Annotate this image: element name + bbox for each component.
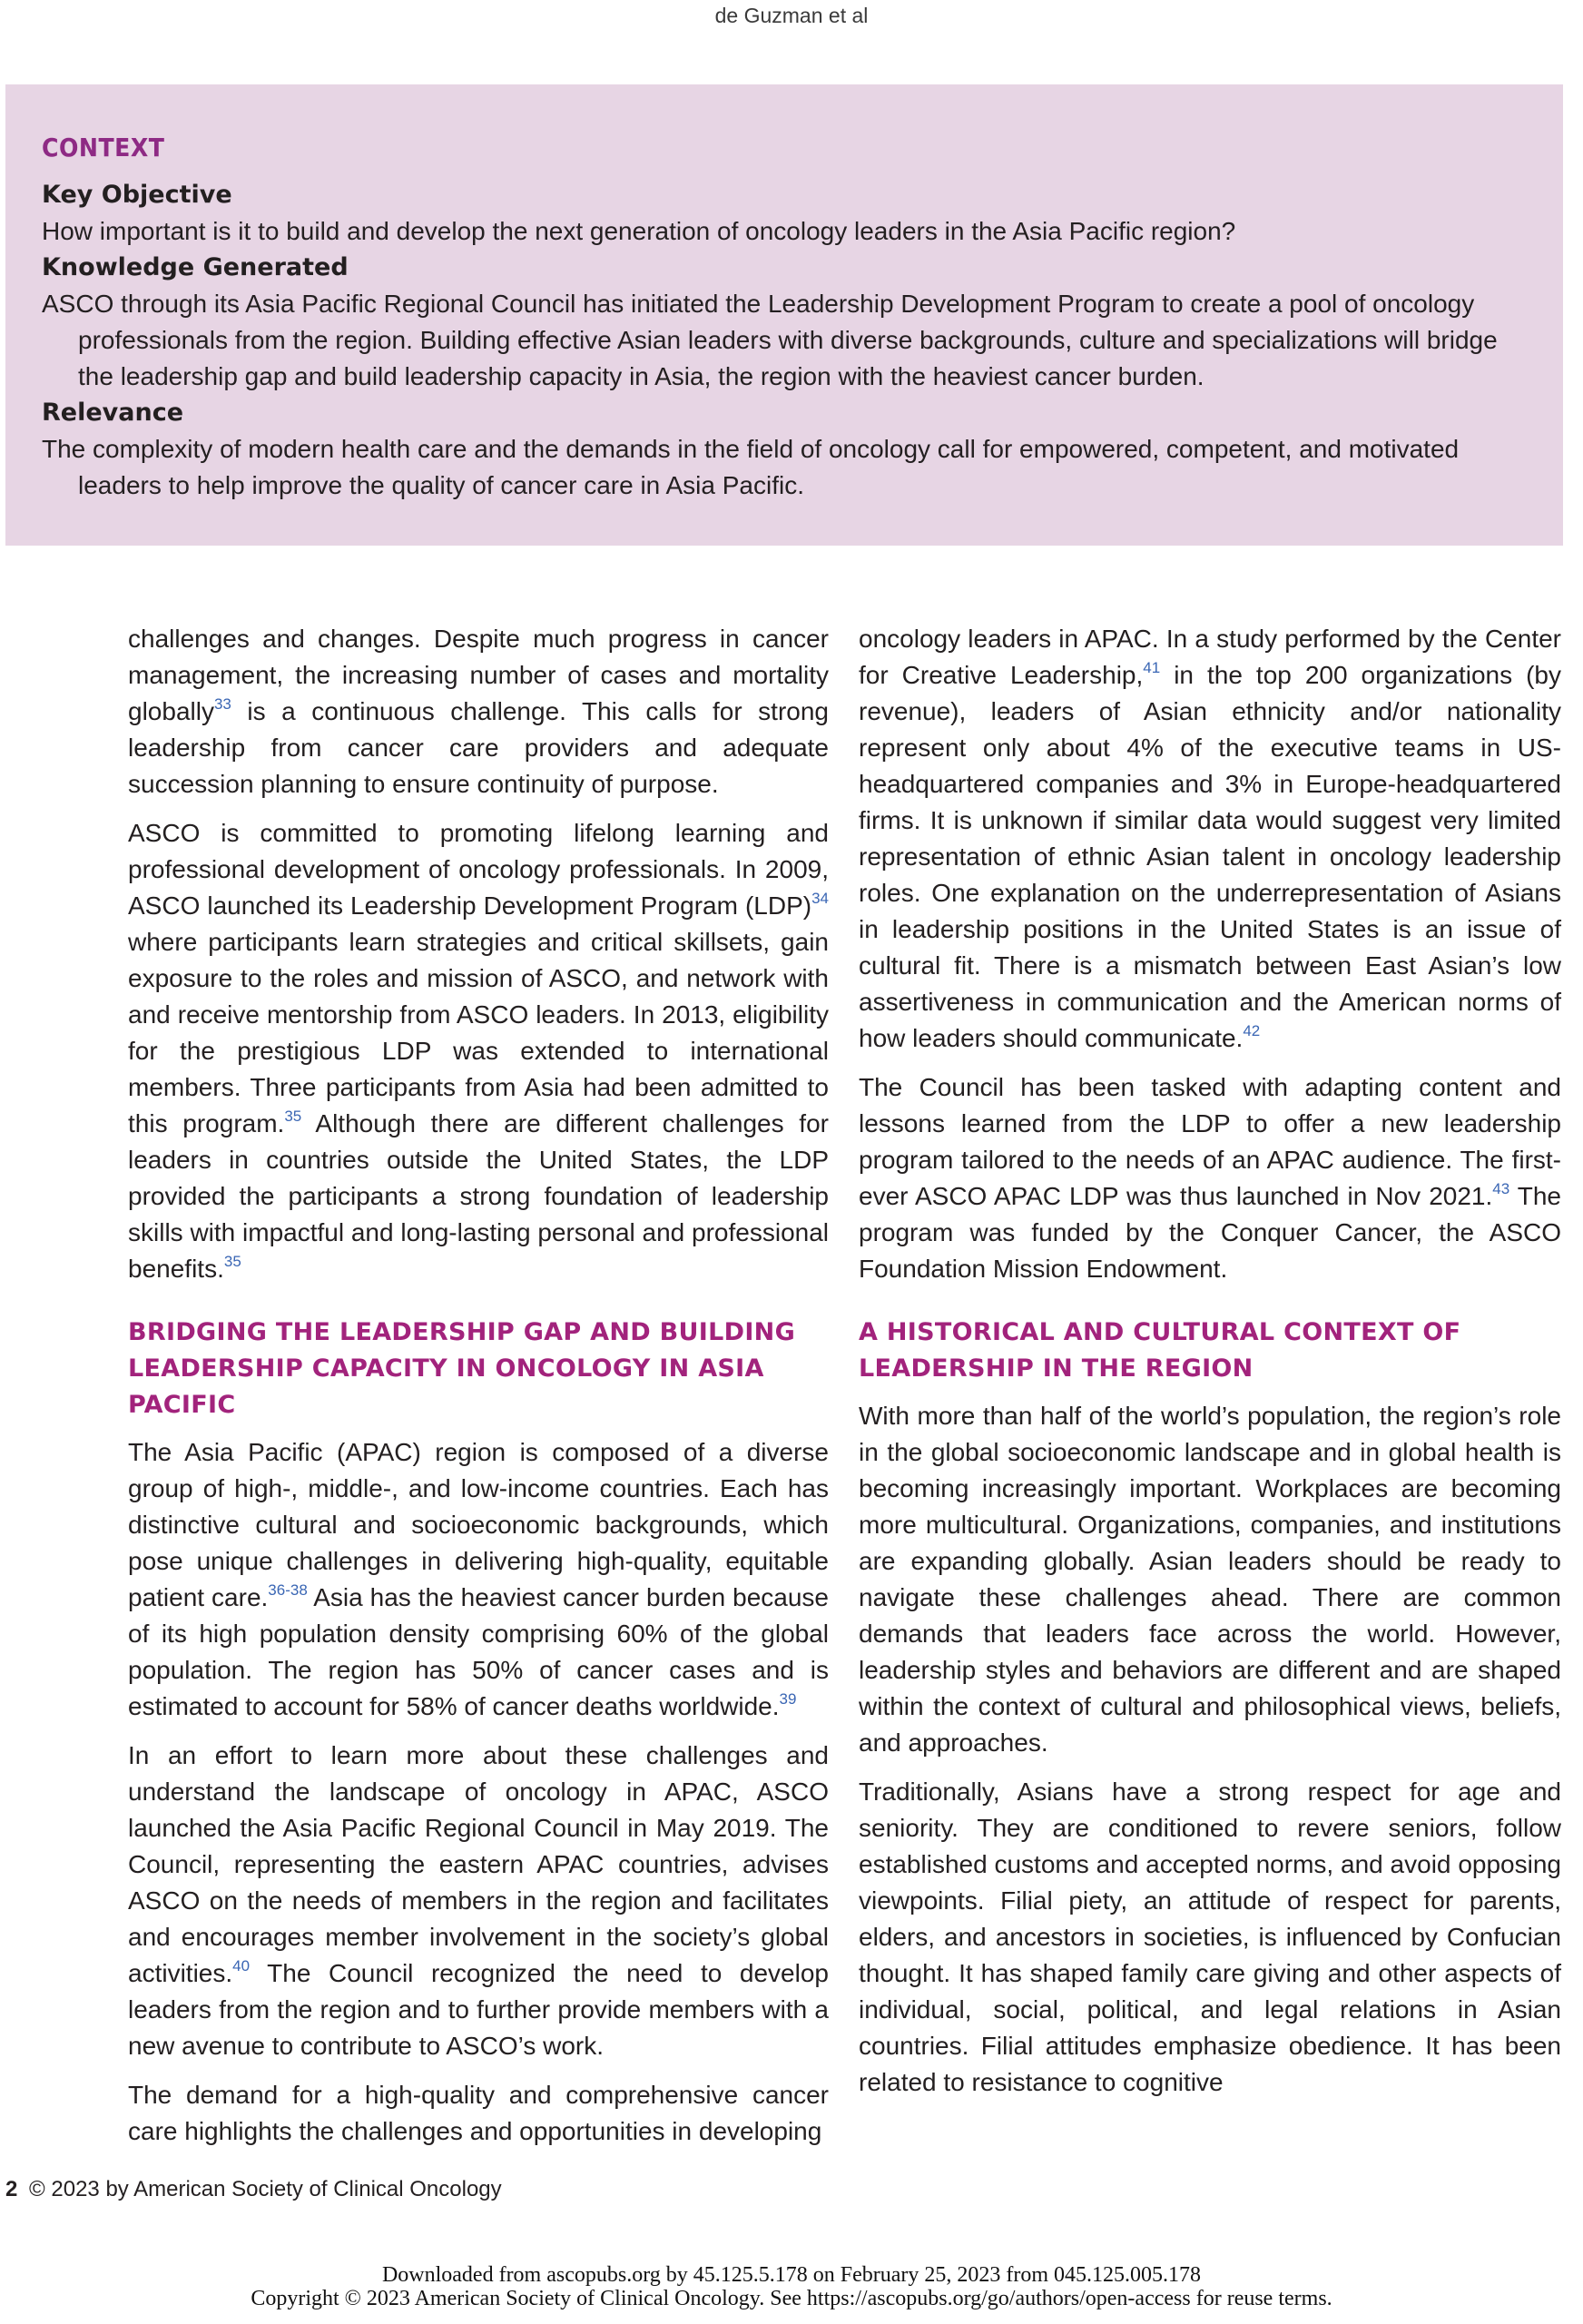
section-heading: A HISTORICAL AND CULTURAL CONTEXT OF LEADERSHIP IN THE REGION (859, 1318, 1461, 1383)
left-column (128, 621, 829, 2162)
paragraph: ASCO is committed to promoting lifelong learning and professional development of oncology professionals. In 2009, ASCO launched its Leadership Development Program (LDP)$^{34}$ where participants learn strategies and critical skillsets, gain exposure to the roles and mission of ASCO, and network with and receive mentorship from ASCO leaders. In 2013, eligibility for the prestigious LDP was extended to international members. Three participants from Asia had been admitted to this program.$^{35}$ Although there are different challenges for leaders in countries outside the United States, the LDP provided the participants a strong foundation of leadership skills with impactful and long-lasting personal and professional benefits.$^{35}$ (128, 819, 829, 1283)
paragraph: The Asia Pacific (APAC) region is composed of a diverse group of high-, middle-, and low-income countries. Each has distinctive cultural and socioeconomic backgrounds, which pose unique challenges in delivering high-quality, equitable patient care.$^{36-38}$ Asia has the heaviest cancer burden because of its high population density comprising 60% of the global population. The region has 50% of cancer cases and is estimated to account for 58% of cancer deaths worldwide.$^{39}$ (128, 1438, 829, 1720)
context-box (5, 84, 1563, 546)
copyright-notice: © 2023 by American Society of Clinical Oncology (29, 2177, 502, 2201)
reference-link[interactable]: 43 (1492, 1180, 1510, 1197)
reference-link[interactable]: 35 (223, 1253, 241, 1270)
reference-link[interactable]: 33 (213, 695, 231, 713)
paragraph: Traditionally, Asians have a strong respect for age and seniority. They are conditioned to revere seniors, follow established customs and accepted norms, and avoid opposing viewpoints. Filial piety, an attitude of respect for parents, elders, and ancestors in societies, is influenced by Confucian thought. It has shaped family care giving and other aspects of individual, social, political, and legal relations in Asian countries. Filial attitudes emphasize obedience. It has been related to resistance to cognitive (859, 1777, 1561, 2096)
running-head: de Guzman et al (714, 4, 869, 27)
reference-link[interactable]: 34 (811, 890, 829, 907)
reuse-terms-notice: Copyright © 2023 American Society of Clinical Oncology. See https://ascopubs.org/go/authors/open-access for reuse terms. (251, 2287, 1332, 2310)
knowledge-generated-text: ASCO through its Asia Pacific Regional Council has initiated the Leadership Development Program to create a pool of oncology professionals from the region. Building effective Asian leaders with diverse backgrounds, culture and specializations will bridge the leadership gap and build leadership capacity in Asia, the region with the heaviest cancer burden. (42, 290, 1498, 390)
key-objective-heading: Key Objective (42, 181, 232, 209)
reference-link[interactable]: 36-38 (268, 1581, 308, 1599)
relevance-text: The complexity of modern health care and the demands in the field of oncology call for empowered, competent, and motivated leaders to help improve the quality of cancer care in Asia Pacific. (42, 435, 1460, 499)
relevance-heading: Relevance (42, 399, 184, 427)
reference-link[interactable]: 35 (284, 1108, 302, 1125)
page-footer (5, 2177, 502, 2202)
paragraph: oncology leaders in APAC. In a study performed by the Center for Creative Leadership,$^{41}$ in the top 200 organizations (by revenue), leaders of Asian ethnicity and/or nationality represent only about 4% of the executive teams in US-headquartered companies and 3% in Europe-headquartered firms. It is unknown if similar data would suggest very limited representation of ethnic Asian talent in oncology leadership roles. One explanation on the underrepresentation of Asians in leadership positions in the United States is an issue of cultural fit. There is a mismatch between East Asian’s low assertiveness in communication and the American norms of how leaders should communicate.$^{42}$ (859, 625, 1562, 1052)
download-notice: Downloaded from ascopubs.org by 45.125.5.178 on February 25, 2023 from 045.125.005.178 (381, 2263, 1202, 2287)
reference-link[interactable]: 40 (232, 1957, 251, 1974)
page-number: 2 (5, 2177, 18, 2201)
section-heading: BRIDGING THE LEADERSHIP GAP AND BUILDING LEADERSHIP CAPACITY IN ONCOLOGY IN ASIA PACIFIC (128, 1318, 796, 1419)
reference-link[interactable]: 42 (1243, 1022, 1261, 1039)
context-title: CONTEXT (42, 133, 165, 162)
reference-link[interactable]: 39 (779, 1690, 797, 1708)
knowledge-generated-heading: Knowledge Generated (42, 253, 349, 281)
right-column (859, 621, 1561, 2113)
key-objective-text: How important is it to build and develop the next generation of oncology leaders in the Asia Pacific region? (42, 217, 1236, 245)
paragraph: In an effort to learn more about these challenges and understand the landscape of oncology in APAC, ASCO launched the Asia Pacific Regional Council in May 2019. The Council, representing the eastern APAC countries, advises ASCO on the needs of members in the region and facilitates and encourages member involvement in the society’s global activities.$^{40}$ The Council recognized the need to develop leaders from the region and to further provide members with a new avenue to contribute to ASCO’s work. (128, 1741, 829, 2060)
paragraph: With more than half of the world’s population, the region’s role in the global socioeconomic landscape and in global health is becoming increasingly important. Workplaces are becoming more multicultural. Organizations, companies, and institutions are expanding globally. Asian leaders should be ready to navigate these challenges ahead. There are common demands that leaders face across the world. However, leadership styles and behaviors are different and are shaped within the context of cultural and philosophical views, beliefs, and approaches. (859, 1402, 1561, 1757)
paragraph: The Council has been tasked with adapting content and lessons learned from the LDP to offer a new leadership program tailored to the needs of an APAC audience. The first-ever ASCO APAC LDP was thus launched in Nov 2021.43 The program was funded by the Conquer Cancer, the ASCO Foundation Mission Endowment. (859, 1073, 1561, 1283)
paragraph: The demand for a high-quality and comprehensive cancer care highlights the challenges and opportunities in developing (128, 2081, 829, 2145)
paragraph: challenges and changes. Despite much progress in cancer management, the increasing number of cases and mortality globally$^{33}$ is a continuous challenge. This calls for strong leadership from cancer care providers and adequate succession planning to ensure continuity of purpose. (128, 625, 829, 798)
reference-link[interactable]: 41 (1143, 659, 1161, 676)
